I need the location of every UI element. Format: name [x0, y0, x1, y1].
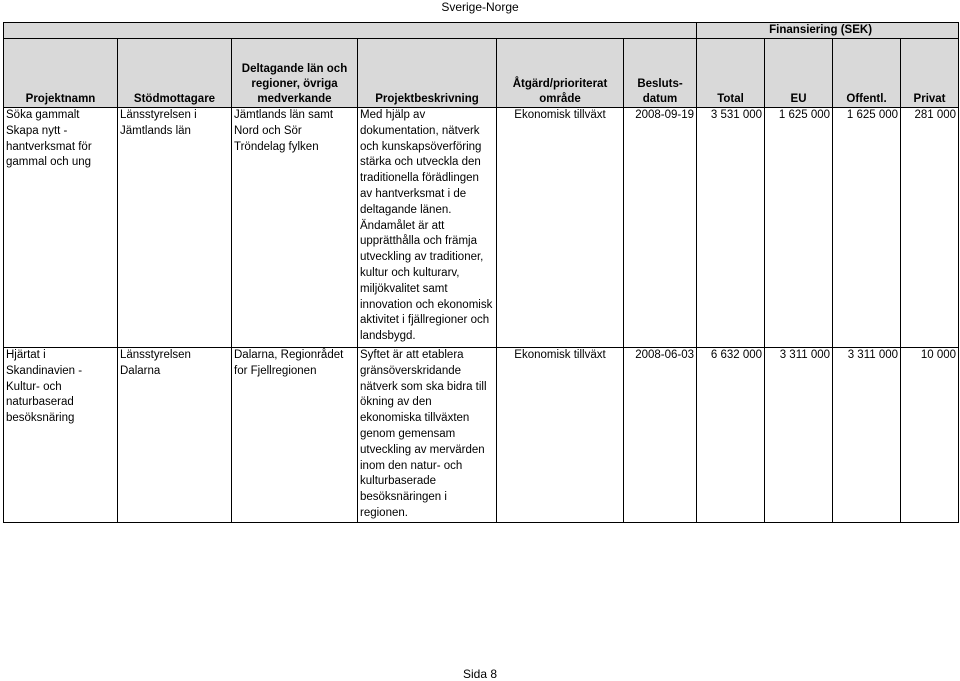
column-header-row [4, 39, 959, 108]
col-header-offentl: Offentl. [833, 39, 901, 108]
header-spacer [4, 23, 697, 39]
col-header-eu: EU [765, 39, 833, 108]
financing-group-header: Finansiering (SEK) [697, 23, 959, 39]
cell-stodmottagare: Länsstyrelsen Dalarna [118, 348, 232, 523]
table-row [4, 348, 959, 523]
col-header-projektnamn: Projektnamn [4, 39, 118, 108]
projects-table [3, 22, 959, 523]
cell-atgard: Ekonomisk tillväxt [497, 108, 624, 348]
col-header-beskrivning: Projektbeskrivning [358, 39, 497, 108]
cell-projektnamn: Hjärtat i Skandinavien - Kultur- och naturbaserad besöksnäring [4, 348, 118, 523]
cell-beskrivning: Med hjälp av dokumentation, nätverk och kunskapsöverföring stärka och utveckla den traditionella förädlingen av hantverksmat i de deltagande länen. Ändamålet är att upprätthålla och främja utveckling av traditioner, kultur och kulturarv, miljökvalitet samt innovation och ekonomisk aktivitet i fjällregioner och landsbygd. [358, 108, 497, 348]
col-header-stodmottagare: Stödmottagare [118, 39, 232, 108]
col-header-beslutsdatum: Besluts-datum [624, 39, 697, 108]
cell-beslutsdatum: 2008-06-03 [624, 348, 697, 523]
cell-eu: 1 625 000 [765, 108, 833, 348]
col-header-atgard: Åtgärd/prioriterat område [497, 39, 624, 108]
cell-projektnamn: Söka gammalt Skapa nytt - hantverksmat för gammal och ung [4, 108, 118, 348]
cell-offentl: 1 625 000 [833, 108, 901, 348]
cell-privat: 281 000 [901, 108, 959, 348]
cell-total: 6 632 000 [697, 348, 765, 523]
cell-atgard: Ekonomisk tillväxt [497, 348, 624, 523]
cell-privat: 10 000 [901, 348, 959, 523]
cell-offentl: 3 311 000 [833, 348, 901, 523]
financing-header-row [4, 23, 959, 39]
page-title: Sverige-Norge [441, 0, 519, 14]
cell-eu: 3 311 000 [765, 348, 833, 523]
cell-deltagande: Jämtlands län samt Nord och Sör Tröndelag fylken [232, 108, 358, 348]
col-header-total: Total [697, 39, 765, 108]
page-number: Sida 8 [462, 667, 498, 681]
col-header-privat: Privat [901, 39, 959, 108]
col-header-deltagande: Deltagande län och regioner, övriga medverkande [232, 39, 358, 108]
cell-total: 3 531 000 [697, 108, 765, 348]
cell-beskrivning: Syftet är att etablera gränsöverskridande nätverk som ska bidra till ökning av den ekonomiska tillväxten genom gemensam utveckling av mervärden inom den natur- och kulturbaserade besöksnäringen i regionen. [358, 348, 497, 523]
cell-beslutsdatum: 2008-09-19 [624, 108, 697, 348]
cell-deltagande: Dalarna, Regionrådet for Fjellregionen [232, 348, 358, 523]
table-row [4, 108, 959, 348]
cell-stodmottagare: Länsstyrelsen i Jämtlands län [118, 108, 232, 348]
